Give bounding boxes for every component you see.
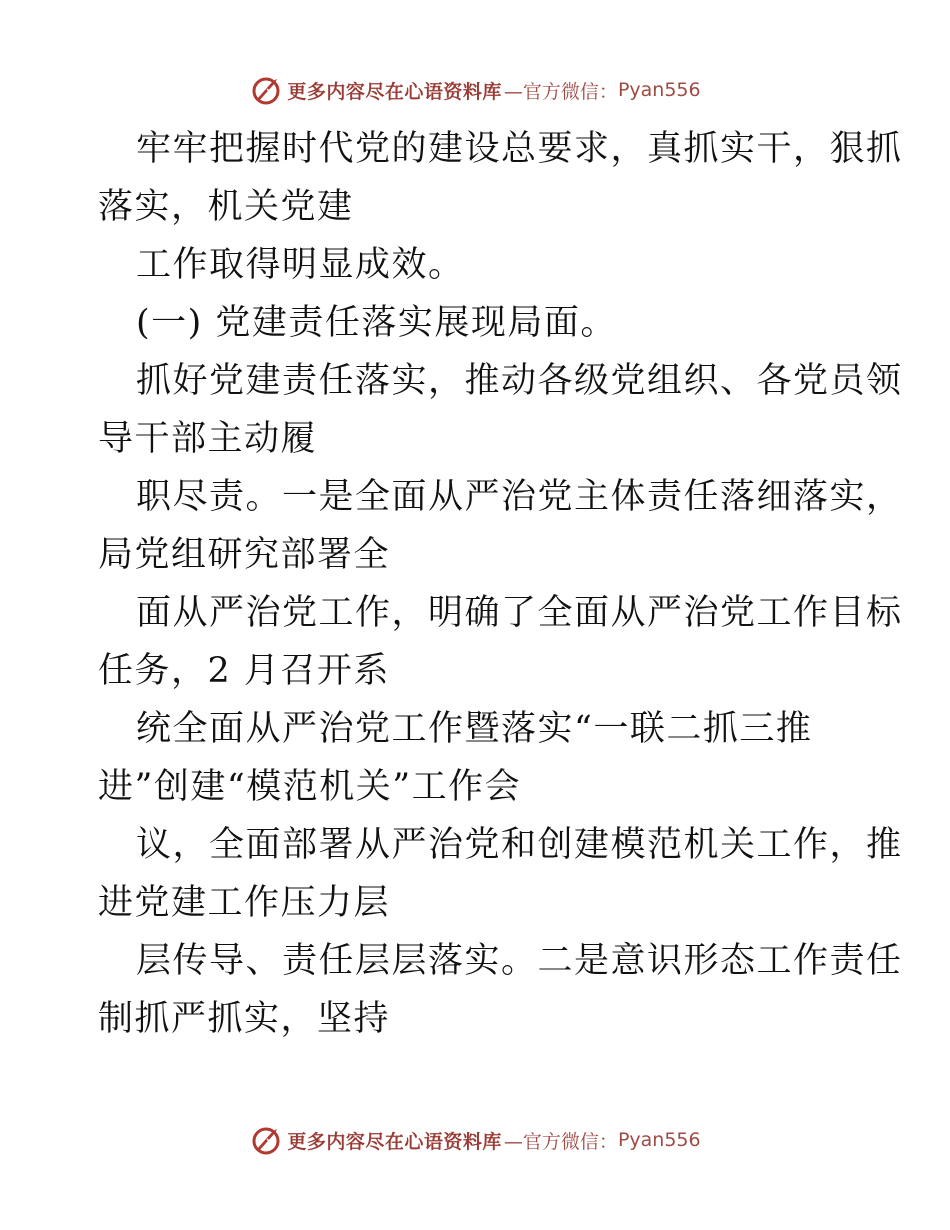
text-line: 职尽责。一是全面从严治党主体责任落细落实， bbox=[136, 477, 903, 517]
text-line: 面从严治党工作，明确了全面从严治党工作目标 bbox=[136, 593, 903, 633]
header-watermark bbox=[0, 70, 950, 110]
watermark-separator: —官方微信： bbox=[503, 80, 618, 103]
text-line: 任务，2 月召开系 bbox=[98, 651, 390, 691]
text-line: 抓好党建责任落实，推动各级党组织、各党员领 bbox=[136, 361, 903, 401]
text-line: 议，全面部署从严治党和创建模范机关工作，推 bbox=[136, 825, 903, 865]
text-line: 牢牢把握时代党的建设总要求，真抓实干，狠抓 bbox=[136, 129, 903, 169]
text-line: 导干部主动履 bbox=[98, 419, 318, 459]
text-line: 落实，机关党建 bbox=[98, 187, 354, 227]
watermark-text: 更多内容尽在心语资料库 bbox=[287, 1130, 502, 1153]
watermark-separator: —官方微信： bbox=[503, 1130, 618, 1153]
document-body bbox=[98, 120, 903, 1048]
quill-logo-icon bbox=[249, 1123, 283, 1157]
text-line: 层传导、责任层层落实。二是意识形态工作责任 bbox=[136, 941, 903, 981]
text-line: 统全面从严治党工作暨落实“一联二抓三推 bbox=[136, 709, 813, 749]
text-line: 工作取得明显成效。 bbox=[136, 245, 465, 285]
text-line: 制抓严抓实，坚持 bbox=[98, 999, 391, 1039]
text-line: 局党组研究部署全 bbox=[98, 535, 391, 575]
text-line: 进”创建“模范机关”工作会 bbox=[98, 767, 522, 807]
section-heading: (一) 党建责任落实展现局面。 bbox=[136, 303, 617, 343]
watermark-wechat-id: Pyan556 bbox=[617, 1129, 701, 1151]
quill-logo-icon bbox=[249, 73, 283, 107]
text-line: 进党建工作压力层 bbox=[98, 883, 391, 923]
footer-watermark bbox=[0, 1120, 950, 1160]
watermark-wechat-id: Pyan556 bbox=[617, 79, 701, 101]
watermark-text: 更多内容尽在心语资料库 bbox=[287, 80, 502, 103]
